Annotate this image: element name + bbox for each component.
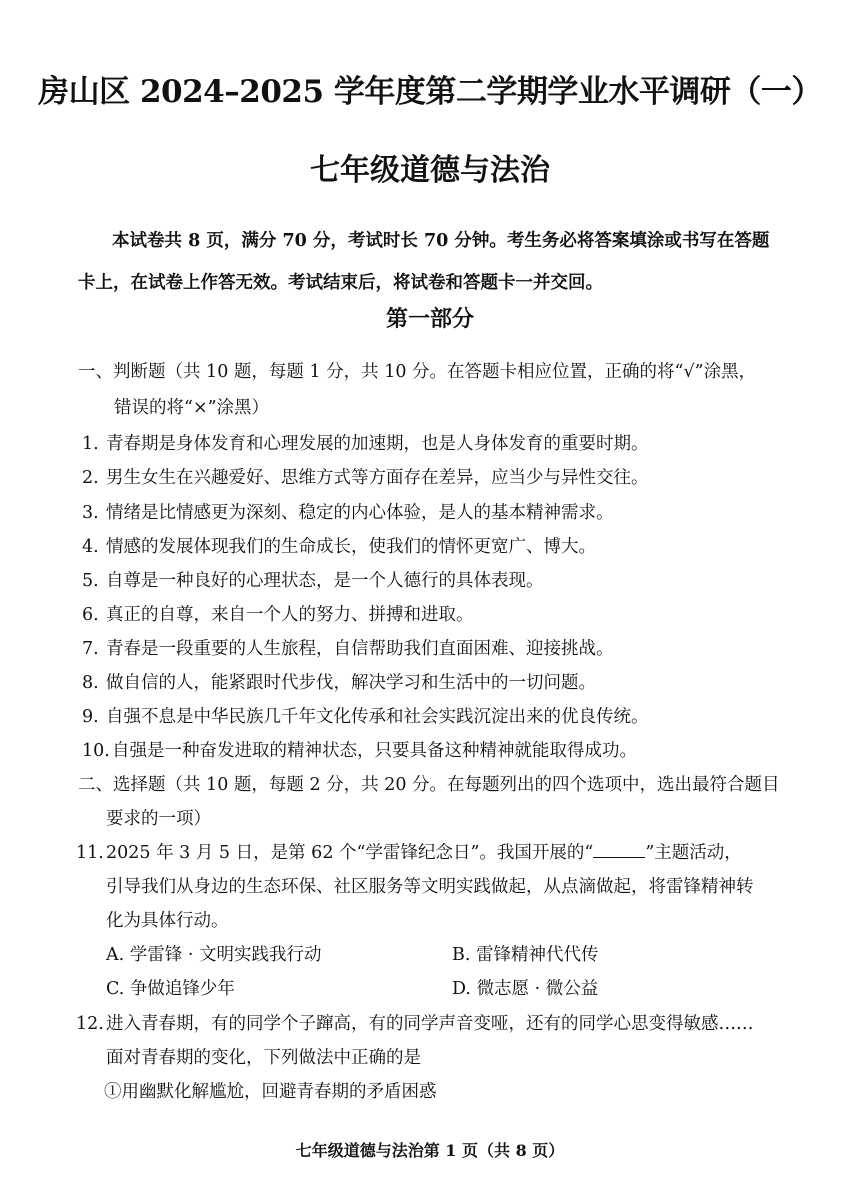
instructions-line-1: 本试卷共 8 页，满分 70 分，考试时长 70 分钟。考生务必将答案填涂或书写在答题 [112, 231, 770, 251]
question-11-option-a: A. 学雷锋 · 文明实践我行动 [106, 945, 322, 965]
part2-heading-cont: 要求的一项） [106, 809, 211, 829]
exam-subject: 七年级道德与法治 [310, 153, 550, 188]
exam-title: 房山区 2024–2025 学年度第二学期学业水平调研（一） [38, 74, 822, 110]
judge-item-1: 1. 青春期是身体发育和心理发展的加速期，也是人身体发育的重要时期。 [82, 434, 649, 454]
page-footer: 七年级道德与法治第 1 页（共 8 页） [295, 1141, 565, 1160]
judge-item-6: 6. 真正的自尊，来自一个人的努力、拼搏和进取。 [82, 605, 474, 625]
question-12-line-2: 面对青春期的变化，下列做法中正确的是 [106, 1048, 421, 1068]
judge-item-7: 7. 青春是一段重要的人生旅程，自信帮助我们直面困难、迎接挑战。 [82, 639, 614, 659]
judge-item-9: 9. 自强不息是中华民族几千年文化传承和社会实践沉淀出来的优良传统。 [82, 707, 649, 727]
question-11-line-3: 化为具体行动。 [106, 911, 229, 931]
instructions-line-2: 卡上，在试卷上作答无效。考试结束后，将试卷和答题卡一并交回。 [78, 273, 603, 293]
question-11-option-b: B. 雷锋精神代代传 [452, 945, 599, 965]
question-11-line-2: 引导我们从身边的生态环保、社区服务等文明实践做起，从点滴做起，将雷锋精神转 [106, 877, 754, 897]
part1-heading-cont: 错误的将“×”涂黑） [114, 398, 270, 418]
question-12-statement-1: ①用幽默化解尴尬，回避青春期的矛盾困惑 [104, 1082, 437, 1102]
part1-heading: 一、判断题（共 10 题，每题 1 分，共 10 分。在答题卡相应位置，正确的将“√”涂黑， [78, 362, 757, 382]
judge-item-3: 3. 情绪是比情感更为深刻、稳定的内心体验，是人的基本精神需求。 [82, 503, 614, 523]
exam-instructions [78, 220, 788, 304]
question-11-option-c: C. 争做追锋少年 [106, 979, 235, 999]
judge-item-2: 2. 男生女生在兴趣爱好、思维方式等方面存在差异，应当少与异性交往。 [82, 468, 649, 488]
section-title: 第一部分 [385, 306, 474, 332]
judge-item-10: 10. 自强是一种奋发进取的精神状态，只要具备这种精神就能取得成功。 [82, 741, 637, 761]
part2-heading: 二、选择题（共 10 题，每题 2 分，共 20 分。在每题列出的四个选项中，选出最符合题目 [78, 775, 780, 795]
question-11-option-d: D. 微志愿 · 微公益 [452, 979, 599, 999]
answer-blank [593, 843, 645, 858]
question-12-line-1: 12. 进入青春期，有的同学个子蹿高，有的同学声音变哑，还有的同学心思变得敏感…… [76, 1014, 754, 1034]
judge-item-5: 5. 自尊是一种良好的心理状态，是一个人德行的具体表现。 [82, 571, 544, 591]
judge-item-4: 4. 情感的发展体现我们的生命成长，使我们的情怀更宽广、博大。 [82, 537, 596, 557]
question-11-line-1: 11. 2025 年 3 月 5 日，是第 62 个“学雷锋纪念日”。我国开展的“ ”主题活动， [76, 843, 742, 863]
judge-item-8: 8. 做自信的人，能紧跟时代步伐，解决学习和生活中的一切问题。 [82, 673, 596, 693]
